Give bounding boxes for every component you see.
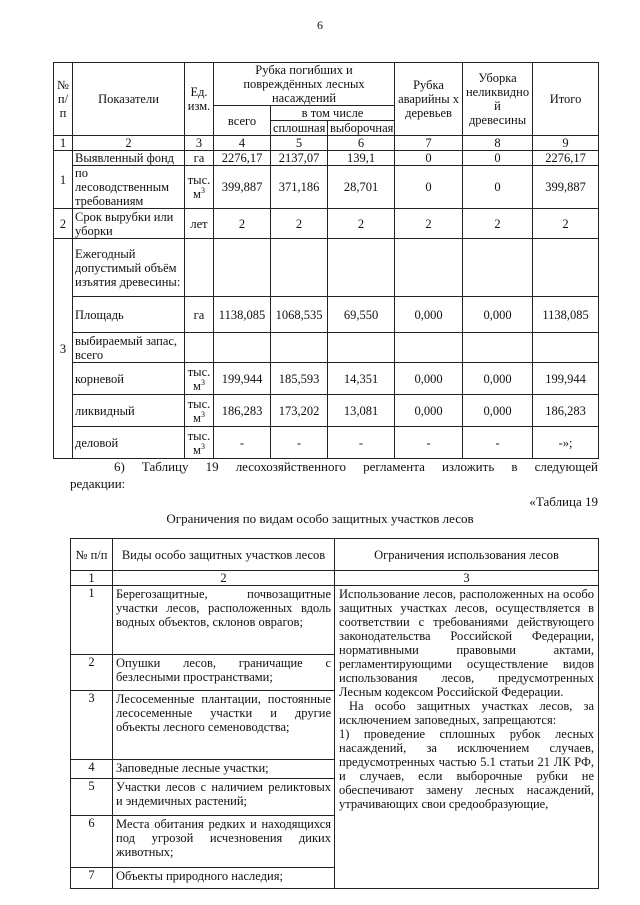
row-number: 7 — [71, 868, 113, 889]
row-label: по лесоводственным требованиям — [73, 166, 185, 209]
row-label: Срок вырубки или уборки — [73, 209, 185, 239]
value-cell: 28,701 — [328, 166, 395, 209]
table-row — [54, 427, 599, 459]
value-cell: -»; — [533, 427, 599, 459]
page-number: 6 — [317, 18, 323, 32]
header-emergency: Рубка аварийны х деревьев — [395, 63, 463, 136]
restriction-paragraph: Использование лесов, расположенных на особо защитных участках лесов, осуществляется в соответствии с требованиями действующего законодательства Российской Федерации, нормативными правовыми актами, регламентирующими осуществление видов использования лесов, предусмотренных Лесным кодексом Российской Федерации. — [339, 587, 594, 699]
index-cell: 1 — [71, 571, 113, 586]
row-number: 5 — [71, 779, 113, 816]
value-cell: 0,000 — [463, 363, 533, 395]
value-cell: - — [395, 427, 463, 459]
row-unit: га — [185, 297, 214, 333]
value-cell: 2 — [328, 209, 395, 239]
row-unit: тыс. $м^3$ — [185, 427, 214, 459]
header-restrictions: Ограничения использования лесов — [335, 539, 599, 571]
row-kind: Берегозащитные, почвозащитные участки лесов, расположенных вдоль водных объектов, склонов оврагов; — [113, 586, 335, 655]
index-row — [71, 571, 599, 586]
table-row — [54, 151, 599, 166]
group-number: 2 — [54, 209, 73, 239]
index-cell: 2 — [113, 571, 335, 586]
header-incl: в том числе — [271, 106, 395, 121]
restriction-paragraph: На особо защитных участках лесов, за исключением заповедных, запрещаются: — [339, 699, 594, 727]
value-cell: 2276,17 — [214, 151, 271, 166]
cutting-volume-table — [53, 62, 599, 459]
protective-areas-table — [70, 538, 599, 889]
index-cell: 1 — [54, 136, 73, 151]
row-kind: Заповедные лесные участки; — [113, 759, 335, 778]
index-cell: 3 — [335, 571, 599, 586]
value-cell: - — [328, 427, 395, 459]
row-unit: тыс. $м^3$ — [185, 166, 214, 209]
paragraph-line-2: редакции: — [70, 476, 126, 491]
value-cell: 399,887 — [533, 166, 599, 209]
value-cell: 139,1 — [328, 151, 395, 166]
index-cell: 4 — [214, 136, 271, 151]
value-cell: 69,550 — [328, 297, 395, 333]
index-cell: 5 — [271, 136, 328, 151]
header-indicator: Показатели — [73, 63, 185, 136]
value-cell: 2 — [463, 209, 533, 239]
value-cell: 0 — [463, 166, 533, 209]
value-cell: 185,593 — [271, 363, 328, 395]
index-cell: 9 — [533, 136, 599, 151]
header-clear: сплошная — [271, 121, 328, 136]
value-cell: 1068,535 — [271, 297, 328, 333]
table-row — [54, 363, 599, 395]
table-row — [54, 333, 599, 363]
index-cell: 3 — [185, 136, 214, 151]
header-kinds: Виды особо защитных участков лесов — [113, 539, 335, 571]
table-row — [54, 395, 599, 427]
header-illiquid: Уборка неликвидно й древесины — [463, 63, 533, 136]
row-unit: тыс. $м^3$ — [185, 363, 214, 395]
row-kind: Участки лесов с наличием реликтовых и эндемичных растений; — [113, 779, 335, 816]
group-number: 1 — [54, 151, 73, 209]
value-cell: 186,283 — [214, 395, 271, 427]
table-label: «Таблица 19 — [529, 494, 598, 509]
value-cell: 1138,085 — [214, 297, 271, 333]
header-unit: Ед. изм. — [185, 63, 214, 136]
group-number: 3 — [54, 239, 73, 459]
row-kind: Опушки лесов, граничащие с безлесными пространствами; — [113, 654, 335, 691]
value-cell: 186,283 — [533, 395, 599, 427]
row-number: 2 — [71, 654, 113, 691]
value-cell: 0,000 — [395, 297, 463, 333]
header-num: № п/п — [71, 539, 113, 571]
table-row — [54, 239, 599, 297]
row-kind: Объекты природного наследия; — [113, 868, 335, 889]
row-label: Выявленный фонд — [73, 151, 185, 166]
row-number: 6 — [71, 815, 113, 868]
value-cell: 13,081 — [328, 395, 395, 427]
index-cell: 2 — [73, 136, 185, 151]
row-label: ликвидный — [73, 395, 185, 427]
row-number: 3 — [71, 691, 113, 760]
table-row — [71, 586, 599, 655]
value-cell: 371,186 — [271, 166, 328, 209]
value-cell: 2 — [533, 209, 599, 239]
row-kind: Лесосеменные плантации, постоянные лесосеменные участки и другие объекты лесного семеноводства; — [113, 691, 335, 760]
value-cell: 2276,17 — [533, 151, 599, 166]
value-cell: 2137,07 — [271, 151, 328, 166]
value-cell: 199,944 — [214, 363, 271, 395]
header-total: всего — [214, 106, 271, 136]
table-row — [54, 166, 599, 209]
row-unit: лет — [185, 209, 214, 239]
row-unit: га — [185, 151, 214, 166]
row-label: Площадь — [73, 297, 185, 333]
value-cell: 0,000 — [463, 297, 533, 333]
value-cell: 173,202 — [271, 395, 328, 427]
value-cell: 2 — [271, 209, 328, 239]
row-label: выбираемый запас, всего — [73, 333, 185, 363]
paragraph-line-1: 6) Таблицу 19 лесохозяйственного регламента изложить в следующей — [114, 459, 598, 474]
index-cell: 7 — [395, 136, 463, 151]
value-cell: 0,000 — [395, 363, 463, 395]
row-unit: тыс. $м^3$ — [185, 395, 214, 427]
value-cell: 199,944 — [533, 363, 599, 395]
value-cell: 14,351 — [328, 363, 395, 395]
row-number: 1 — [71, 586, 113, 655]
row-label: корневой — [73, 363, 185, 395]
row-number: 4 — [71, 759, 113, 778]
value-cell: 0,000 — [395, 395, 463, 427]
row-label: деловой — [73, 427, 185, 459]
restriction-paragraph: 1) проведение сплошных рубок лесных насаждений, за исключением случаев, предусмотренных частью 5.1 статьи 21 ЛК РФ, и случаев, если выборочные рубки не обеспечивают замену лесных насаждений, утрачивающих свои средообразующие, — [339, 727, 594, 811]
value-cell: - — [271, 427, 328, 459]
header-num: № п/п — [54, 63, 73, 136]
amendment-paragraph — [70, 458, 598, 492]
value-cell: 0,000 — [463, 395, 533, 427]
value-cell: - — [463, 427, 533, 459]
index-cell: 8 — [463, 136, 533, 151]
value-cell: 2 — [214, 209, 271, 239]
restrictions-cell — [335, 586, 599, 889]
header-sum: Итого — [533, 63, 599, 136]
value-cell: 399,887 — [214, 166, 271, 209]
table-row — [54, 297, 599, 333]
value-cell: 0 — [395, 166, 463, 209]
index-cell: 6 — [328, 136, 395, 151]
row-label: Ежегодный допустимый объём изъятия древесины: — [73, 239, 185, 297]
value-cell: 1138,085 — [533, 297, 599, 333]
table-row — [54, 209, 599, 239]
value-cell: - — [214, 427, 271, 459]
header-cut-group: Рубка погибших и повреждённых лесных насаждений — [214, 63, 395, 106]
table-title: Ограничения по видам особо защитных участков лесов — [166, 511, 474, 526]
value-cell: 0 — [463, 151, 533, 166]
value-cell: 2 — [395, 209, 463, 239]
row-kind: Места обитания редких и находящихся под угрозой исчезновения диких животных; — [113, 815, 335, 868]
value-cell: 0 — [395, 151, 463, 166]
header-selective: выборочная — [328, 121, 395, 136]
index-row — [54, 136, 599, 151]
